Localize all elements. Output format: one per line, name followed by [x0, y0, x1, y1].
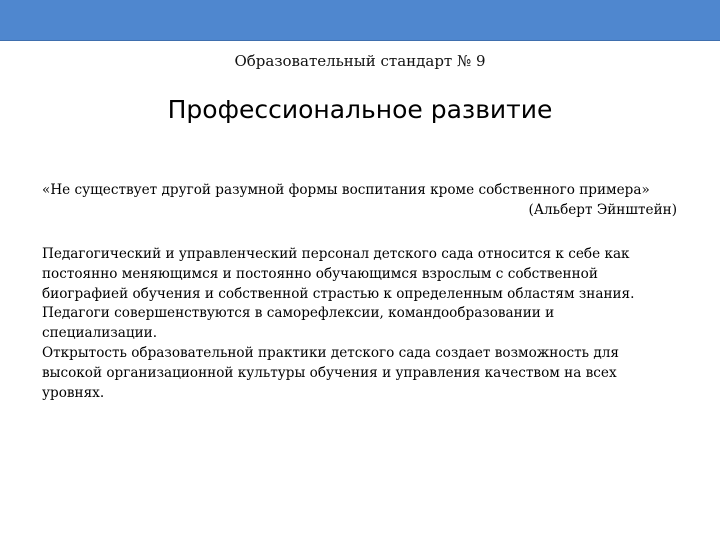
body-line: Педагоги совершенствуются в саморефлексии, командообразовании и [42, 305, 555, 322]
top-bar [0, 0, 720, 41]
slide-title: Профессиональное развитие [167, 95, 553, 124]
slide-subtitle: Образовательный стандарт № 9 [234, 52, 486, 70]
quote-author: (Альберт Эйнштейн) [528, 202, 677, 218]
body-line: Педагогический и управленческий персонал детского сада относится к себе как [42, 246, 630, 262]
body-line: Открытость образовательной практики детского сада создает возможность для [42, 344, 619, 361]
body-line: высокой организационной культуры обучения и управления качеством на всех [42, 364, 617, 381]
body-line: уровнях. [42, 384, 105, 401]
body-line: биографией обучения и собственной страстью к определенным областям знания. [42, 285, 635, 302]
body-text [42, 245, 687, 403]
quote-text: «Не существует другой разумной формы воспитания кроме собственного примера» [42, 182, 650, 198]
body-line: постоянно меняющимся и постоянно обучающимся взрослым с собственной [42, 265, 598, 282]
body-line: специализации. [42, 325, 158, 342]
